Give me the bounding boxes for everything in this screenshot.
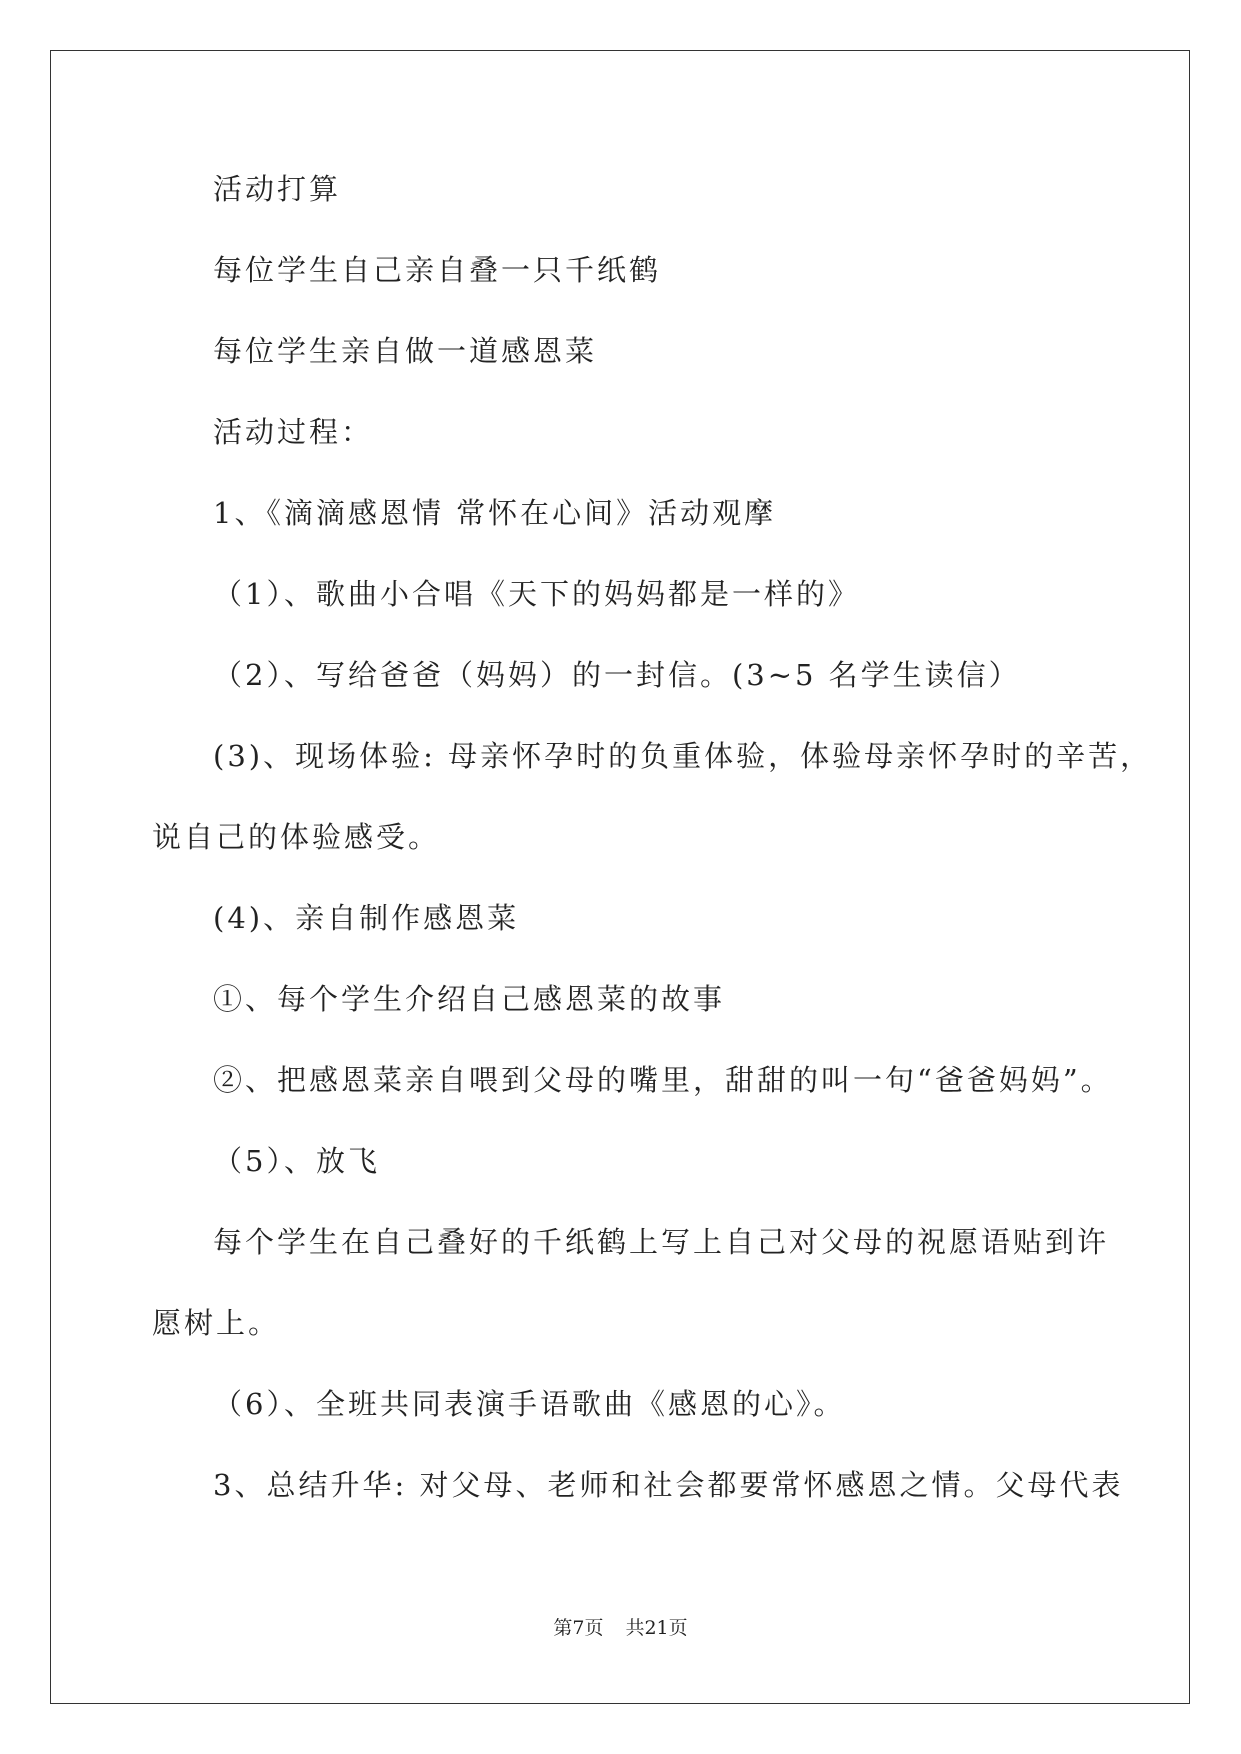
- text-line: 每位学生亲自做一道感恩菜: [213, 334, 598, 368]
- page-border: [50, 50, 1190, 1704]
- text-line: （6）、全班共同表演手语歌曲《感恩的心》。: [213, 1387, 846, 1421]
- text-line: 愿树上。: [152, 1306, 281, 1340]
- text-line: 说自己的体验感受。: [152, 820, 441, 854]
- text-line: ②、把感恩菜亲自喂到父母的嘴里，甜甜的叫一句“爸爸妈妈”。: [213, 1063, 1113, 1097]
- page-total: 共21页: [625, 1617, 688, 1639]
- text-line: 1、《滴滴感恩情 常怀在心间》活动观摩: [213, 496, 777, 530]
- text-line: （2）、写给爸爸（妈妈）的一封信。(3~5 名学生读信）: [213, 658, 1021, 692]
- text-line: 活动打算: [213, 172, 342, 206]
- text-line: （1）、歌曲小合唱《天下的妈妈都是一样的》: [213, 577, 860, 611]
- text-line: 3、总结升华: 对父母、老师和社会都要常怀感恩之情。父母代表: [213, 1468, 1124, 1502]
- text-line: 活动过程：: [213, 415, 374, 449]
- text-line: (3)、现场体验: 母亲怀孕时的负重体验，体验母亲怀孕时的辛苦，: [213, 739, 1153, 773]
- text-line: 每位学生自己亲自叠一只千纸鹤: [213, 253, 662, 287]
- page-footer: [0, 1616, 1241, 1640]
- text-line: 每个学生在自己叠好的千纸鹤上写上自己对父母的祝愿语贴到许: [213, 1225, 1110, 1259]
- page-current: 第7页: [553, 1617, 604, 1639]
- text-line: （5）、放飞: [213, 1144, 380, 1178]
- text-line: (4)、亲自制作感恩菜: [213, 901, 520, 935]
- text-line: ①、每个学生介绍自己感恩菜的故事: [213, 982, 726, 1016]
